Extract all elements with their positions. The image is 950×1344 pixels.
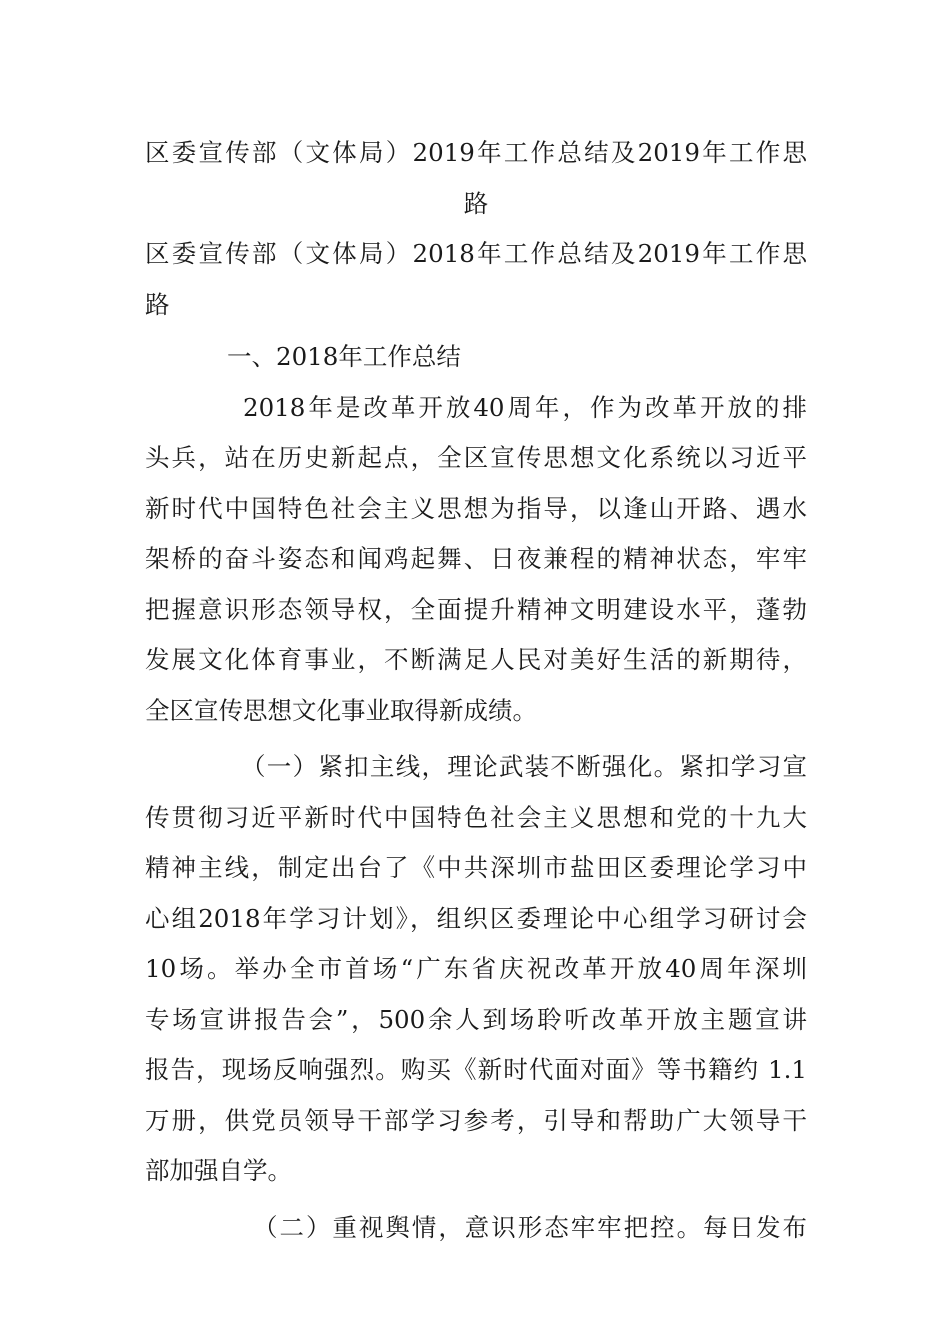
- paragraph-2-line-3: 精神主线，制定出台了《中共深圳市盐田区委理论学习中: [145, 853, 807, 882]
- document-title: [145, 128, 807, 229]
- paragraph-1-line-1: 2018年是改革开放40周年，作为改革开放的排: [243, 392, 807, 422]
- paragraph-2-line-8: 万册，供党员领导干部学习参考，引导和帮助广大领导干: [145, 1105, 807, 1135]
- title-line-2: 路: [463, 188, 489, 218]
- paragraph-2-line-4: 心组2018年学习计划》，组织区委理论中心组学习研讨会: [145, 903, 807, 933]
- paragraph-3-line-1: （二）重视舆情，意识形态牢牢把控。每日发布: [253, 1212, 807, 1242]
- subtitle-line-1: 区委宣传部（文体局）2018年工作总结及2019年工作思: [145, 239, 807, 268]
- paragraph-2: [145, 742, 807, 1197]
- paragraph-1: [145, 383, 807, 737]
- title-line-1: 区委宣传部（文体局）2019年工作总结及2019年工作思: [145, 138, 807, 167]
- paragraph-3: [145, 1203, 807, 1254]
- paragraph-2-line-5: 10场。举办全市首场“广东省庆祝改革开放40周年深圳: [145, 954, 807, 983]
- paragraph-1-line-4: 架桥的奋斗姿态和闻鸡起舞、日夜兼程的精神状态，牢牢: [145, 544, 807, 573]
- paragraph-2-line-1: （一）紧扣主线，理论武装不断强化。紧扣学习宣: [241, 752, 807, 781]
- paragraph-1-line-2: 头兵，站在历史新起点，全区宣传思想文化系统以习近平: [145, 443, 807, 472]
- paragraph-2-line-9: 部加强自学。: [145, 1156, 292, 1185]
- paragraph-1-line-6: 发展文化体育事业，不断满足人民对美好生活的新期待，: [145, 645, 807, 674]
- paragraph-2-line-7: 报告，现场反响强烈。购买《新时代面对面》等书籍约 1.1: [145, 1055, 807, 1084]
- section-heading: 一、2018年工作总结: [227, 342, 461, 371]
- paragraph-1-line-5: 把握意识形态领导权，全面提升精神文明建设水平，蓬勃: [145, 594, 807, 624]
- document-subtitle: [145, 229, 807, 330]
- paragraph-1-line-3: 新时代中国特色社会主义思想为指导，以逢山开路、遇水: [145, 493, 807, 523]
- subtitle-line-2: 路: [145, 289, 170, 319]
- paragraph-1-line-7: 全区宣传思想文化事业取得新成绩。: [145, 695, 537, 725]
- paragraph-2-line-2: 传贯彻习近平新时代中国特色社会主义思想和党的十九大: [145, 802, 807, 832]
- document-page: [145, 128, 807, 1253]
- paragraph-2-line-6: 专场宣讲报告会”，500余人到场聆听改革开放主题宣讲: [145, 1004, 807, 1034]
